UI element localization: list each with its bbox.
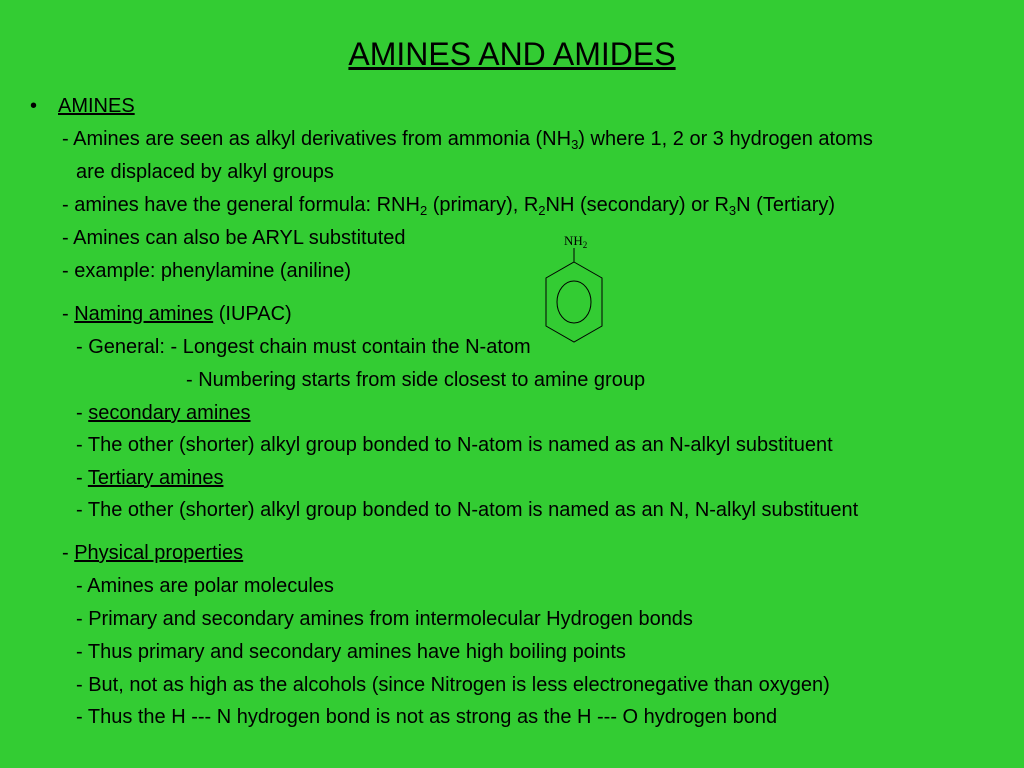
line-tertiary: - Tertiary amines xyxy=(76,467,224,489)
nh2-label: $NH_2$ xyxy=(564,233,588,250)
line-secondary: - secondary amines xyxy=(76,402,251,424)
amines-heading: AMINES xyxy=(58,95,135,117)
line-general-formula: - amines have the general formula: $RNH_2$ (primary), $R_2NH$ (secondary) or $R_3N$ (Tertiary) xyxy=(62,194,836,218)
line-longest-chain: - General: - Longest chain must contain the N-atom xyxy=(76,336,531,358)
line-secondary-desc: - The other (shorter) alkyl group bonded to N-atom is named as an N-alkyl substituent xyxy=(76,434,833,456)
line-ammonia-derivatives: - Amines are seen as alkyl derivatives from ammonia $(NH_3)$ where 1, 2 or 3 hydrogen atoms xyxy=(62,128,873,152)
aromatic-circle xyxy=(557,281,591,323)
line-bond-strength: - Thus the H --- N hydrogen bond is not as strong as the H --- O hydrogen bond xyxy=(76,706,778,728)
phenylamine-structure xyxy=(540,232,610,350)
physical-heading: Physical properties xyxy=(74,542,244,564)
line-hydrogen-bonds: - Primary and secondary amines from intermolecular Hydrogen bonds xyxy=(76,608,693,630)
line-numbering: - Numbering starts from side closest to amine group xyxy=(186,369,646,391)
line-example: - example: phenylamine (aniline) xyxy=(62,260,352,282)
naming-heading: Naming amines xyxy=(74,303,214,325)
tertiary-heading: Tertiary amines xyxy=(87,467,224,489)
line-polar: - Amines are polar molecules xyxy=(76,575,334,597)
slide-title: AMINES AND AMIDES xyxy=(348,36,676,72)
benzene-ring xyxy=(546,262,602,342)
line-naming: - Naming amines (IUPAC) xyxy=(62,303,292,325)
line-physical: - Physical properties xyxy=(62,542,244,564)
line-tertiary-desc: - The other (shorter) alkyl group bonded to N-atom is named as an N, N-alkyl substituent xyxy=(76,499,859,521)
bullet-dot: • xyxy=(30,95,38,117)
line-displaced: are displaced by alkyl groups xyxy=(76,161,334,183)
line-aryl: - Amines can also be ARYL substituted xyxy=(62,227,406,249)
line-alcohols: - But, not as high as the alcohols (since Nitrogen is less electronegative than oxygen) xyxy=(76,674,830,696)
secondary-heading: secondary amines xyxy=(88,402,251,424)
line-boiling-points: - Thus primary and secondary amines have high boiling points xyxy=(76,641,626,663)
